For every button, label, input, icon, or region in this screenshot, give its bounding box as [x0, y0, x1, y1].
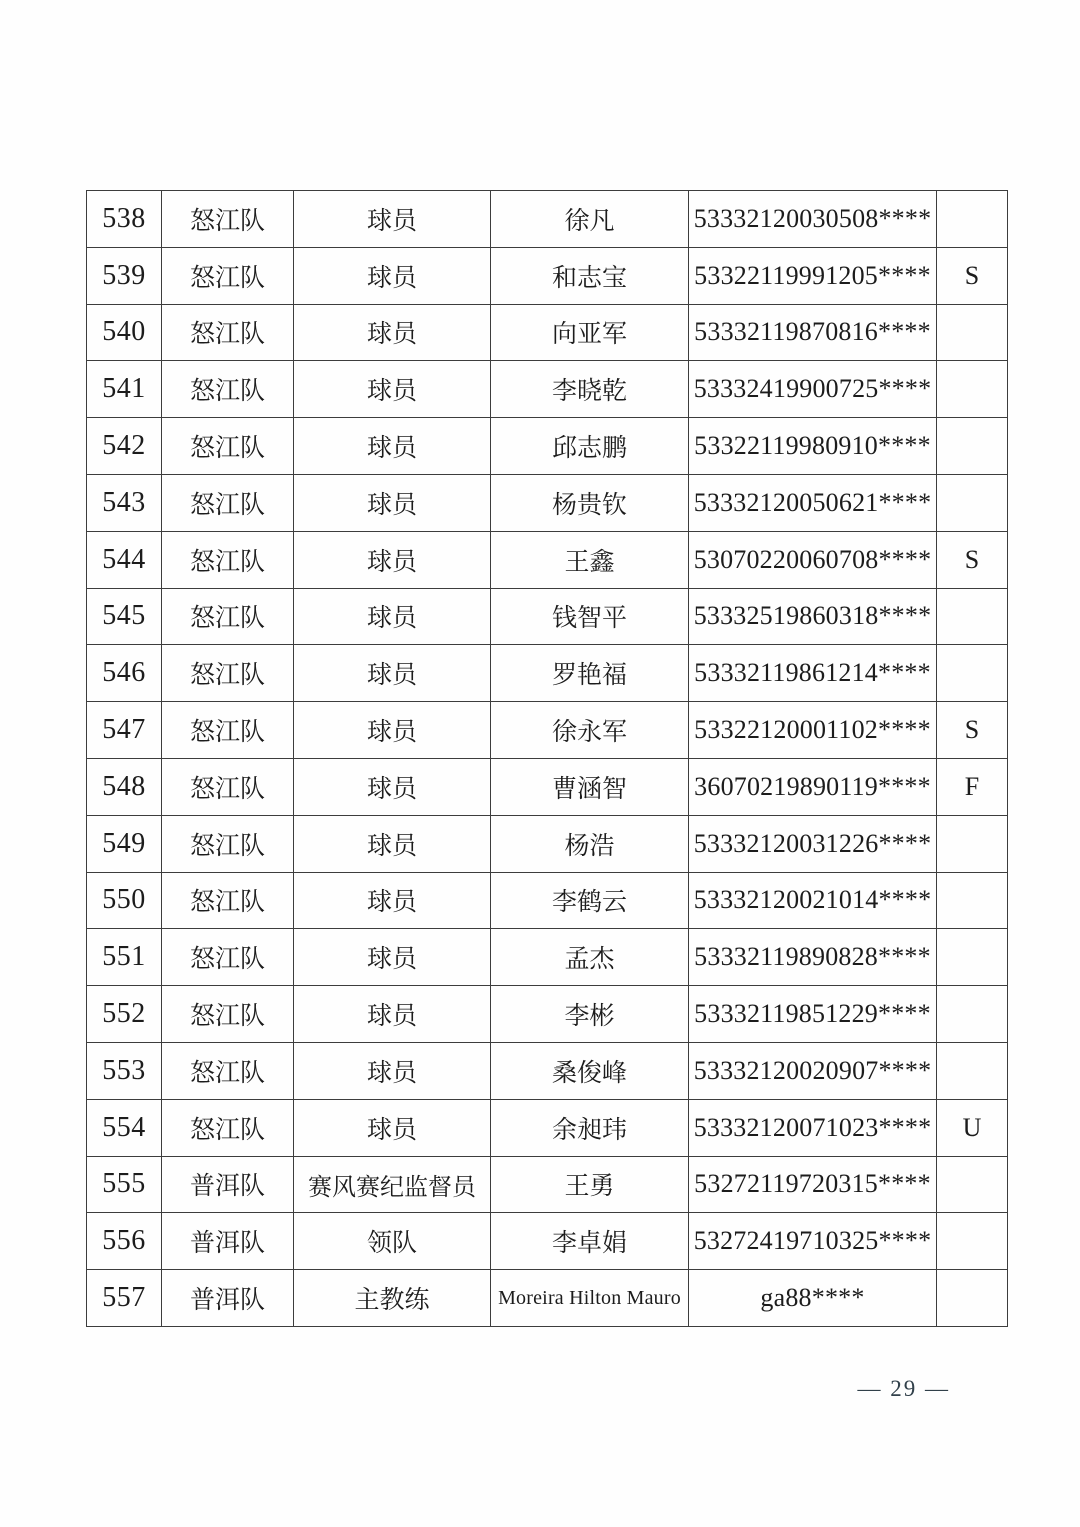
- cell-team: 怒江队: [162, 758, 294, 815]
- cell-remark: [937, 1156, 1008, 1213]
- cell-team: 普洱队: [162, 1270, 294, 1327]
- cell-id-number: 53332119861214****: [689, 645, 937, 702]
- cell-number: 540: [87, 304, 162, 361]
- cell-remark: [937, 1213, 1008, 1270]
- cell-remark: U: [937, 1099, 1008, 1156]
- cell-name: 向亚军: [491, 304, 689, 361]
- cell-role: 球员: [294, 929, 491, 986]
- cell-number: 548: [87, 758, 162, 815]
- cell-id-number: ga88****: [689, 1270, 937, 1327]
- cell-number: 555: [87, 1156, 162, 1213]
- cell-team: 普洱队: [162, 1213, 294, 1270]
- cell-team: 怒江队: [162, 531, 294, 588]
- cell-number: 550: [87, 872, 162, 929]
- cell-team: 怒江队: [162, 588, 294, 645]
- page-number-footer: — 29 —: [857, 1376, 950, 1401]
- cell-number: 543: [87, 474, 162, 531]
- cell-number: 545: [87, 588, 162, 645]
- cell-remark: [937, 1042, 1008, 1099]
- cell-role: 球员: [294, 588, 491, 645]
- table-row: [87, 815, 1008, 872]
- cell-id-number: 53332419900725****: [689, 361, 937, 418]
- cell-name: 徐凡: [491, 191, 689, 248]
- cell-name: 李彬: [491, 986, 689, 1043]
- cell-number: 553: [87, 1042, 162, 1099]
- cell-remark: [937, 645, 1008, 702]
- cell-remark: S: [937, 531, 1008, 588]
- cell-name: 王鑫: [491, 531, 689, 588]
- cell-remark: F: [937, 758, 1008, 815]
- table-row: [87, 588, 1008, 645]
- cell-remark: [937, 872, 1008, 929]
- cell-role: 球员: [294, 418, 491, 475]
- table-row: [87, 531, 1008, 588]
- cell-remark: [937, 815, 1008, 872]
- cell-remark: [937, 588, 1008, 645]
- cell-id-number: 53070220060708****: [689, 531, 937, 588]
- cell-name: Moreira Hilton Mauro: [491, 1270, 689, 1327]
- cell-id-number: 53272119720315****: [689, 1156, 937, 1213]
- cell-team: 怒江队: [162, 304, 294, 361]
- cell-name: 李鹤云: [491, 872, 689, 929]
- cell-remark: [937, 986, 1008, 1043]
- cell-name: 李卓娟: [491, 1213, 689, 1270]
- cell-team: 怒江队: [162, 1099, 294, 1156]
- cell-number: 541: [87, 361, 162, 418]
- cell-role: 球员: [294, 304, 491, 361]
- table-row: [87, 1099, 1008, 1156]
- table-row: [87, 361, 1008, 418]
- cell-team: 普洱队: [162, 1156, 294, 1213]
- cell-role: 球员: [294, 1042, 491, 1099]
- cell-role: 球员: [294, 247, 491, 304]
- cell-id-number: 53332120031226****: [689, 815, 937, 872]
- cell-name: 钱智平: [491, 588, 689, 645]
- cell-number: 549: [87, 815, 162, 872]
- cell-id-number: 53332119851229****: [689, 986, 937, 1043]
- cell-team: 怒江队: [162, 418, 294, 475]
- cell-id-number: 53332120021014****: [689, 872, 937, 929]
- cell-remark: S: [937, 702, 1008, 759]
- table-row: [87, 986, 1008, 1043]
- cell-role: 领队: [294, 1213, 491, 1270]
- cell-number: 546: [87, 645, 162, 702]
- cell-number: 557: [87, 1270, 162, 1327]
- table-row: [87, 645, 1008, 702]
- cell-team: 怒江队: [162, 191, 294, 248]
- table-row: [87, 304, 1008, 361]
- cell-role: 球员: [294, 1099, 491, 1156]
- cell-number: 552: [87, 986, 162, 1043]
- cell-remark: [937, 474, 1008, 531]
- cell-number: 551: [87, 929, 162, 986]
- cell-name: 杨贵钦: [491, 474, 689, 531]
- cell-name: 罗艳福: [491, 645, 689, 702]
- cell-team: 怒江队: [162, 247, 294, 304]
- cell-id-number: 53322119980910****: [689, 418, 937, 475]
- cell-team: 怒江队: [162, 815, 294, 872]
- table-row: [87, 1213, 1008, 1270]
- cell-remark: [937, 304, 1008, 361]
- cell-remark: [937, 1270, 1008, 1327]
- cell-number: 539: [87, 247, 162, 304]
- cell-remark: [937, 361, 1008, 418]
- cell-name: 桑俊峰: [491, 1042, 689, 1099]
- cell-team: 怒江队: [162, 645, 294, 702]
- cell-team: 怒江队: [162, 1042, 294, 1099]
- cell-id-number: 53332120030508****: [689, 191, 937, 248]
- cell-remark: [937, 929, 1008, 986]
- cell-number: 554: [87, 1099, 162, 1156]
- roster-table-body: [87, 191, 1008, 1327]
- cell-id-number: 53272419710325****: [689, 1213, 937, 1270]
- cell-number: 538: [87, 191, 162, 248]
- roster-table: [86, 190, 1008, 1327]
- cell-id-number: 36070219890119****: [689, 758, 937, 815]
- table-row: [87, 929, 1008, 986]
- cell-role: 球员: [294, 872, 491, 929]
- cell-number: 556: [87, 1213, 162, 1270]
- cell-remark: S: [937, 247, 1008, 304]
- cell-role: 球员: [294, 702, 491, 759]
- cell-team: 怒江队: [162, 474, 294, 531]
- cell-role: 球员: [294, 361, 491, 418]
- cell-name: 孟杰: [491, 929, 689, 986]
- table-row: [87, 1270, 1008, 1327]
- table-row: [87, 758, 1008, 815]
- table-row: [87, 702, 1008, 759]
- cell-name: 和志宝: [491, 247, 689, 304]
- cell-team: 怒江队: [162, 929, 294, 986]
- table-row: [87, 1156, 1008, 1213]
- cell-team: 怒江队: [162, 702, 294, 759]
- cell-id-number: 53332120020907****: [689, 1042, 937, 1099]
- cell-id-number: 53332119870816****: [689, 304, 937, 361]
- cell-number: 547: [87, 702, 162, 759]
- table-row: [87, 1042, 1008, 1099]
- cell-role: 球员: [294, 815, 491, 872]
- cell-role: 赛风赛纪监督员: [294, 1156, 491, 1213]
- cell-name: 李晓乾: [491, 361, 689, 418]
- cell-name: 杨浩: [491, 815, 689, 872]
- cell-name: 徐永军: [491, 702, 689, 759]
- cell-team: 怒江队: [162, 872, 294, 929]
- cell-name: 曹涵智: [491, 758, 689, 815]
- table-row: [87, 191, 1008, 248]
- cell-team: 怒江队: [162, 361, 294, 418]
- cell-id-number: 53332119890828****: [689, 929, 937, 986]
- cell-role: 主教练: [294, 1270, 491, 1327]
- cell-id-number: 53322119991205****: [689, 247, 937, 304]
- cell-number: 542: [87, 418, 162, 475]
- cell-role: 球员: [294, 645, 491, 702]
- cell-role: 球员: [294, 986, 491, 1043]
- cell-role: 球员: [294, 474, 491, 531]
- cell-id-number: 53322120001102****: [689, 702, 937, 759]
- cell-name: 邱志鹏: [491, 418, 689, 475]
- cell-number: 544: [87, 531, 162, 588]
- cell-name: 王勇: [491, 1156, 689, 1213]
- table-row: [87, 247, 1008, 304]
- cell-role: 球员: [294, 191, 491, 248]
- table-row: [87, 418, 1008, 475]
- table-row: [87, 474, 1008, 531]
- cell-role: 球员: [294, 758, 491, 815]
- cell-team: 怒江队: [162, 986, 294, 1043]
- cell-role: 球员: [294, 531, 491, 588]
- cell-remark: [937, 191, 1008, 248]
- cell-name: 余昶玮: [491, 1099, 689, 1156]
- cell-remark: [937, 418, 1008, 475]
- cell-id-number: 53332120050621****: [689, 474, 937, 531]
- table-row: [87, 872, 1008, 929]
- cell-id-number: 53332519860318****: [689, 588, 937, 645]
- cell-id-number: 53332120071023****: [689, 1099, 937, 1156]
